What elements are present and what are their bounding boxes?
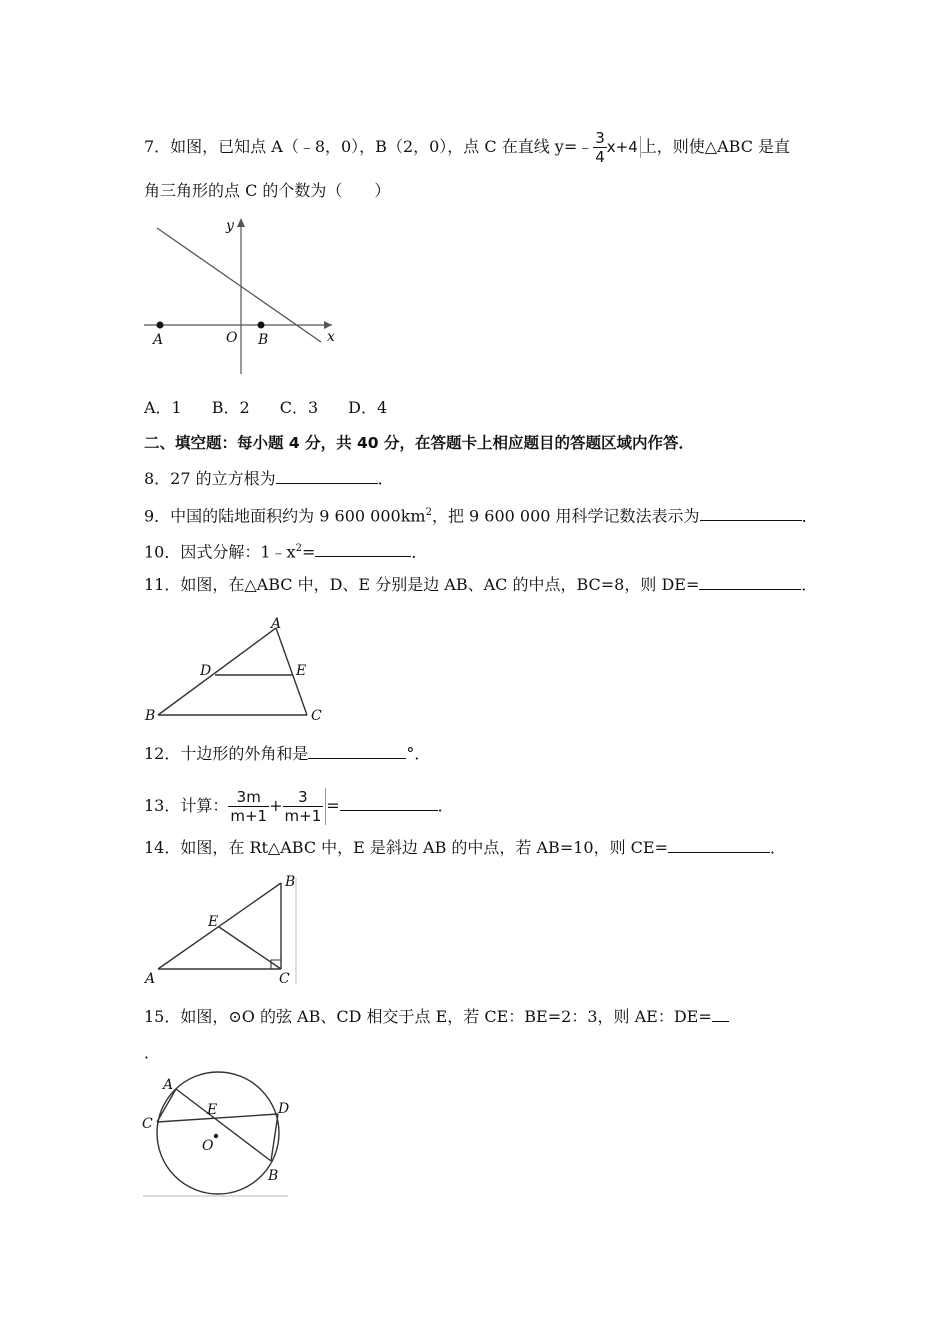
q9: 9．中国的陆地面积约为 9 600 $000km^2$，把 9 600 000 用科学记数法表示为 ． — [144, 506, 818, 526]
q13-fraction-1: $\frac{3m}{m+1}$ — [230, 788, 268, 825]
q11-label-c: C — [311, 708, 322, 724]
q15-label-e: E — [207, 1102, 218, 1118]
q15-label-b: B — [268, 1168, 279, 1184]
q13-answer-blank[interactable] — [340, 794, 438, 811]
q10: 10．因式分解：$1﹣x^2=$ ． — [144, 542, 428, 562]
q7-fraction: $\frac{3}{4}$ — [595, 129, 605, 166]
q11: 11．如图，在△ABC 中，D、E 分别是边 AB、AC 的中点，BC=8，则 DE= ． — [144, 575, 818, 594]
q14-answer-blank[interactable] — [668, 836, 770, 853]
choice-b: B．2 — [211, 398, 250, 417]
q7-label-o: O — [226, 330, 238, 346]
q14-figure — [144, 872, 314, 990]
q11-label-a: A — [271, 616, 282, 632]
q14: 14．如图，在 Rt△ABC 中，E 是斜边 AB 的中点，若 AB=10，则 CE= ． — [144, 838, 787, 857]
q14-label-a: A — [145, 971, 156, 987]
q7-label-y: y — [226, 218, 234, 234]
q11-figure — [144, 612, 334, 727]
q14-label-e: E — [208, 914, 219, 930]
q13: 13．计算： $\frac{3m}{m+1}$ + $\frac{3}{m+1}$ = ． — [144, 788, 454, 825]
q7-figure — [144, 212, 344, 382]
q11-label-e: E — [296, 663, 307, 679]
q15-figure — [140, 1072, 300, 1202]
q15-label-a: A — [163, 1077, 174, 1093]
q7-label-x: x — [327, 329, 335, 345]
q12-answer-blank[interactable] — [308, 742, 406, 759]
section-heading: 二、填空题：每小题 4 分，共 40 分，在答题卡上相应题目的答题区域内作答． — [144, 434, 694, 452]
q8: 8．27 的立方根为 ． — [144, 469, 394, 488]
choice-d: D．4 — [348, 398, 388, 417]
q12: 12．十边形的外角和是 °． — [144, 744, 431, 763]
q14-label-b: B — [285, 874, 296, 890]
q7-label-a: A — [153, 332, 164, 348]
q7-choices — [144, 397, 417, 419]
q7-line1: 7．如图，已知点 A（﹣8，0），B（2，0），点 C 在直线 y=﹣ $\frac{3}{4}$ x+4 上，则使△ABC 是直 — [144, 129, 791, 166]
q10-answer-blank[interactable] — [315, 540, 411, 557]
q11-label-d: D — [200, 663, 212, 679]
choice-a: A．1 — [144, 398, 182, 417]
q11-answer-blank[interactable] — [699, 573, 801, 590]
q13-fraction-2: $\frac{3}{m+1}$ — [283, 788, 327, 825]
q11-label-b: B — [145, 708, 156, 724]
q9-answer-blank[interactable] — [700, 504, 802, 521]
q15-label-d: D — [278, 1101, 290, 1117]
choice-c: C．3 — [279, 398, 319, 417]
q7-line2: 角三角形的点 C 的个数为（ ） — [144, 181, 391, 200]
q7-label-b: B — [258, 332, 269, 348]
q15-label-c: C — [142, 1116, 153, 1132]
q14-label-c: C — [279, 971, 290, 987]
q15-end: ． — [144, 1043, 161, 1062]
q15-label-o: O — [202, 1138, 214, 1154]
q8-answer-blank[interactable] — [276, 467, 378, 484]
q15-answer-blank[interactable] — [712, 1005, 729, 1022]
q15: 15．如图，⊙O 的弦 AB、CD 相交于点 E，若 CE：BE=2：3，则 AE：DE= — [144, 1005, 729, 1028]
